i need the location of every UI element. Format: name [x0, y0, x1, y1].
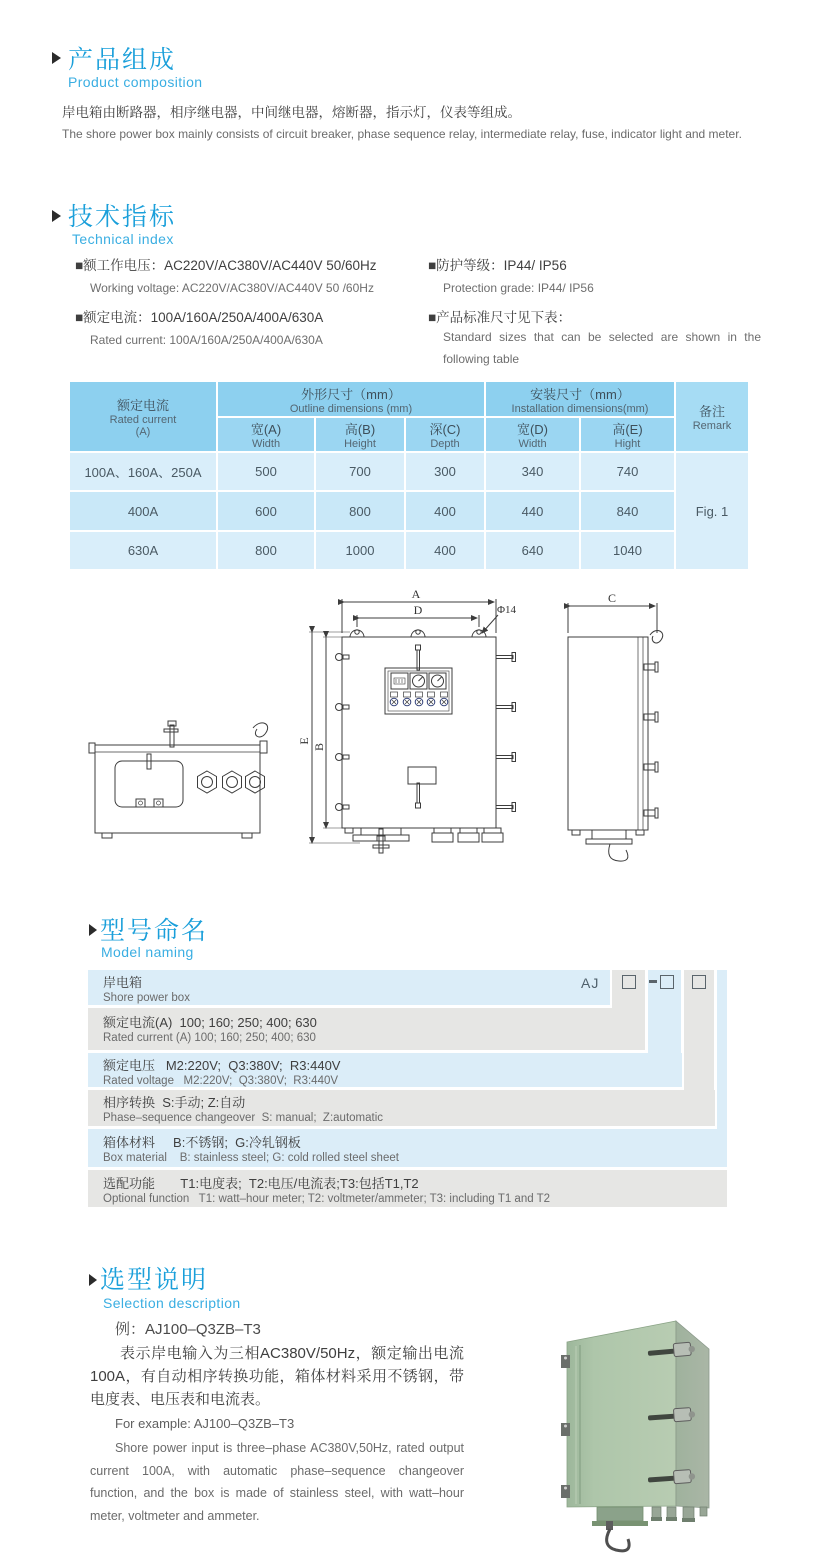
spec-rated-current-zh: ■额定电流：100A/160A/250A/400A/630A [75, 310, 324, 325]
hanging-hook-icon [607, 1529, 630, 1551]
cell: 800 [218, 532, 314, 569]
cell: 740 [581, 453, 674, 490]
dim-label-phi14: Φ14 [497, 604, 517, 616]
model-row-box-material: 箱体材料 B:不锈钢; G:冷轧钢板 Box material B: stainless steel; G: cold rolled steel sheet [88, 1129, 727, 1167]
subheader-width-a: 宽(A) Width [218, 418, 314, 451]
spec-standard-size-en2: following table [443, 352, 520, 366]
header-installation: 安装尺寸（mm） Installation dimensions(mm) [486, 382, 674, 416]
selection-body-zh: 表示岸电输入为三相AC380V/50Hz，额定输出电流100A，有自动相序转换功能，箱体材料采用不锈钢，带电度表、电压表和电流表。 [90, 1345, 464, 1408]
dimension-drawing [60, 575, 790, 890]
section1-title-en: Product composition [68, 74, 203, 90]
cell: 400 [406, 532, 484, 569]
spec-working-voltage-zh: ■额工作电压：AC220V/AC380V/AC440V 50/60Hz [75, 258, 377, 273]
composition-text-zh: 岸电箱由断路器，相序继电器，中间继电器，熔断器，指示灯，仪表等组成。 [62, 105, 521, 120]
model-code-prefix: AJ [581, 975, 600, 991]
section4-title-en: Selection description [103, 1295, 241, 1311]
cell: 400 [406, 492, 484, 530]
cell: 500 [218, 453, 314, 490]
section2-title-en: Technical index [72, 231, 174, 247]
table-row: 400A [70, 492, 216, 530]
model-row-shore-power-box: 岸电箱 Shore power box [88, 970, 610, 1005]
composition-text-en: The shore power box mainly consists of circuit breaker, phase sequence relay, intermediate relay, fuse, indicator light and meter. [62, 127, 742, 141]
header-rated-current: 额定电流 Rated current (A) [70, 382, 216, 451]
section-arrow-icon [52, 52, 61, 64]
spec-protection-en: Protection grade: IP44/ IP56 [443, 281, 594, 295]
cell: 440 [486, 492, 579, 530]
model-row-phase-changeover: 相序转换 S:手动; Z:自动 Phase–sequence changeover S: manual; Z:automatic [88, 1090, 715, 1126]
model-row-rated-current: 额定电流(A) 100; 160; 250; 400; 630 Rated current (A) 100; 160; 250; 400; 630 [88, 1008, 645, 1050]
section4-title-zh: 选型说明 [100, 1266, 209, 1294]
selection-example-zh: 例：AJ100–Q3ZB–T3 [115, 1321, 261, 1338]
header-remark: 备注 Remark [676, 382, 748, 451]
spec-standard-size-en1: Standard sizes that can be selected are shown in the [443, 330, 761, 344]
bottom-flange-plate [592, 1521, 648, 1526]
model-row-rated-voltage: 额定电压 M2:220V; Q3:380V; R3:440V Rated voltage M2:220V; Q3:380V; R3:440V [88, 1053, 682, 1087]
dim-label-b: B [312, 742, 326, 752]
table-row: 100A、160A、250A [70, 453, 216, 490]
cell: 640 [486, 532, 579, 569]
spec-protection-zh: ■防护等级：IP44/ IP56 [428, 258, 567, 273]
cell: 1040 [581, 532, 674, 569]
subheader-height-b: 高(B) Height [316, 418, 404, 451]
dim-label-e: E [297, 737, 311, 745]
model-row-optional-function: 选配功能 T1:电度表; T2:电压/电流表;T3:包括T1,T2 Optional function T1: watt–hour meter; T2: voltmeter/ammeter; T3: including T1 and T2 [88, 1170, 727, 1207]
section-arrow-icon [89, 924, 97, 936]
subheader-depth-c: 深(C) Depth [406, 418, 484, 451]
code-dash [649, 980, 657, 983]
cell: 600 [218, 492, 314, 530]
subheader-width-d: 宽(D) Width [486, 418, 579, 451]
bottom-flange [597, 1507, 643, 1521]
section-arrow-icon [89, 1274, 97, 1286]
code-box-voltage [660, 975, 674, 989]
section3-title-en: Model naming [101, 944, 194, 960]
code-box-optional [692, 975, 706, 989]
cell: 700 [316, 453, 404, 490]
cable-gland-icons [651, 1507, 707, 1522]
selection-example-en: For example: AJ100–Q3ZB–T3 [115, 1416, 295, 1431]
cell: 840 [581, 492, 674, 530]
remark-cell: Fig. 1 [676, 453, 748, 569]
section1-title-zh: 产品组成 [68, 46, 177, 74]
selection-body-en: Shore power input is three–phase AC380V,50Hz, rated output current 100A, with automatic phase–sequence changeover function, and the box is made of stainless steel, with watt–hour meter, voltmeter and ammeter. [90, 1441, 464, 1523]
hook-bolt [606, 1521, 613, 1530]
section2-title-zh: 技术指标 [68, 203, 177, 231]
code-box-current [622, 975, 636, 989]
dim-label-d: D [413, 603, 423, 617]
section-arrow-icon [52, 210, 61, 222]
dim-label-c: C [607, 591, 617, 605]
cell: 300 [406, 453, 484, 490]
spec-standard-size-zh: ■产品标准尺寸见下表： [428, 310, 572, 325]
subheader-height-e: 高(E) Hight [581, 418, 674, 451]
table-row: 630A [70, 532, 216, 569]
header-outline: 外形尺寸（mm） Outline dimensions (mm) [218, 382, 484, 416]
size-table [70, 382, 748, 569]
product-photo [540, 1295, 800, 1565]
spec-rated-current-en: Rated current: 100A/160A/250A/400A/630A [90, 333, 323, 347]
section3-title-zh: 型号命名 [100, 917, 209, 945]
cell: 340 [486, 453, 579, 490]
dim-label-a: A [411, 587, 421, 601]
cell: 1000 [316, 532, 404, 569]
cell: 800 [316, 492, 404, 530]
spec-working-voltage-en: Working voltage: AC220V/AC380V/AC440V 50 /60Hz [90, 281, 374, 295]
